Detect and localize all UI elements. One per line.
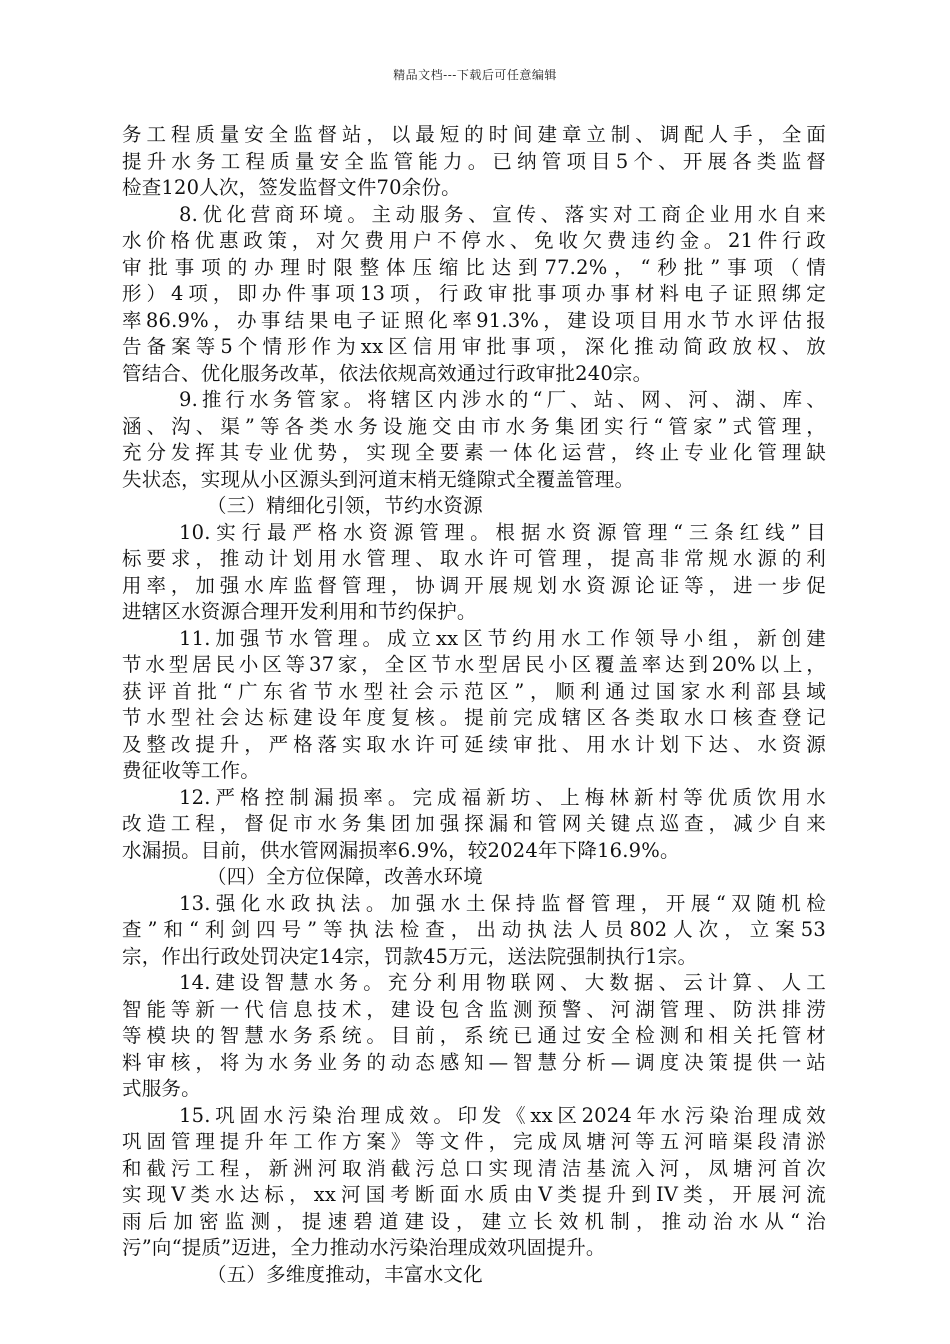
paragraph-line: 告备案等5个情形作为xx区信用审批事项，深化推动简政放权、放 <box>122 335 826 358</box>
paragraph-line: 涵、沟、渠”等各类水务设施交由市水务集团实行“管家”式管理， <box>122 414 826 438</box>
paragraph-line: 获评首批“广东省节水型社会示范区”，顺利通过国家水利部县域 <box>122 679 826 703</box>
paragraph-line: 污”向“提质”迈进，全力推动水污染治理成效巩固提升。 <box>122 1236 606 1259</box>
paragraph-line: 和截污工程，新洲河取消截污总口实现清洁基流入河，凤塘河首次 <box>122 1156 826 1180</box>
section-heading: （三）精细化引领，节约水资源 <box>207 494 483 517</box>
paragraph-line: 宗，作出行政处罚决定14宗，罚款45万元，送法院强制执行1宗。 <box>122 944 698 968</box>
paragraph-line: 智能等新一代信息技术，建设包含监测预警、河湖管理、防洪排涝 <box>122 997 826 1021</box>
paragraph-line: 13.强化水政执法。加强水土保持监督管理，开展“双随机检 <box>179 891 826 915</box>
paragraph-line: 10.实行最严格水资源管理。根据水资源管理“三条红线”目 <box>179 520 826 544</box>
paragraph-line: 雨后加密监测，提速碧道建设，建立长效机制，推动治水从“治 <box>122 1209 826 1233</box>
paragraph-line: 充分发挥其专业优势，实现全要素一体化运营，终止专业化管理缺 <box>122 441 826 464</box>
paragraph-line: 水漏损。目前，供水管网漏损率6.9%，较2024年下降16.9%。 <box>122 838 680 862</box>
paragraph-line: 水价格优惠政策，对欠费用户不停水、免收欠费违约金。21件行政 <box>122 229 826 252</box>
paragraph-line: 等模块的智慧水务系统。目前，系统已通过安全检测和相关托管材 <box>122 1024 826 1047</box>
paragraph-line: 11.加强节水管理。成立xx区节约用水工作领导小组，新创建 <box>179 626 826 650</box>
paragraph-line: 管结合、优化服务改革，依法依规高效通过行政审批240宗。 <box>122 361 653 385</box>
section-heading: （四）全方位保障，改善水环境 <box>207 865 483 888</box>
paragraph-line: 费征收等工作。 <box>122 759 260 782</box>
document-body <box>122 122 826 1288</box>
paragraph-line: 进辖区水资源合理开发利用和节约保护。 <box>122 600 477 623</box>
paragraph-line: 标要求，推动计划用水管理、取水许可管理，提高非常规水源的利 <box>122 547 826 570</box>
paragraph-line: 巩固管理提升年工作方案》等文件，完成凤塘河等五河暗渠段清淤 <box>122 1130 826 1153</box>
paragraph-line: 务工程质量安全监督站，以最短的时间建章立制、调配人手，全面 <box>122 123 826 146</box>
paragraph-line: 审批事项的办理时限整体压缩比达到77.2%，“秒批”事项（情 <box>122 255 826 279</box>
paragraph-line: 率86.9%，办事结果电子证照化率91.3%，建设项目用水节水评估报 <box>122 308 826 332</box>
page-header: 精品文档---下载后可任意编辑 <box>393 68 557 82</box>
paragraph-line: 提升水务工程质量安全监管能力。已纳管项目5个、开展各类监督 <box>122 149 826 173</box>
paragraph-line: 节水型居民小区等37家，全区节水型居民小区覆盖率达到20%以上， <box>122 653 826 676</box>
paragraph-line: 9.推行水务管家。将辖区内涉水的“厂、站、网、河、湖、库、 <box>179 388 826 411</box>
paragraph-line: 及整改提升，严格落实取水许可延续审批、用水计划下达、水资源 <box>122 732 826 756</box>
paragraph-line: 料审核，将为水务业务的动态感知—智慧分析—调度决策提供一站 <box>122 1050 826 1074</box>
paragraph-line: 检查120人次，签发监督文件70余份。 <box>122 176 461 199</box>
paragraph-line: 改造工程，督促市水务集团加强探漏和管网关键点巡查，减少自来 <box>122 812 826 835</box>
paragraph-line: 8.优化营商环境。主动服务、宣传、落实对工商企业用水自来 <box>179 202 826 226</box>
paragraph-line: 14.建设智慧水务。充分利用物联网、大数据、云计算、人工 <box>179 971 826 994</box>
paragraph-line: 形）4项，即办件事项13项，行政审批事项办事材料电子证照绑定 <box>122 282 826 305</box>
paragraph-line: 式服务。 <box>122 1077 201 1100</box>
paragraph-line: 节水型社会达标建设年度复核。提前完成辖区各类取水口核查登记 <box>122 706 826 729</box>
paragraph-line: 查”和“利剑四号”等执法检查，出动执法人员802人次，立案53 <box>122 918 826 941</box>
paragraph-line: 15.巩固水污染治理成效。印发《xx区2024年水污染治理成效 <box>179 1103 826 1127</box>
section-heading: （五）多维度推动，丰富水文化 <box>207 1262 483 1286</box>
paragraph-line: 12.严格控制漏损率。完成福新坊、上梅林新村等优质饮用水 <box>179 785 826 809</box>
paragraph-line: 实现V类水达标，xx河国考断面水质由V类提升到IV类，开展河流 <box>122 1183 826 1206</box>
paragraph-line: 失状态，实现从小区源头到河道末梢无缝隙式全覆盖管理。 <box>122 467 635 491</box>
paragraph-line: 用率，加强水库监督管理，协调开展规划水资源论证等，进一步促 <box>122 573 826 597</box>
